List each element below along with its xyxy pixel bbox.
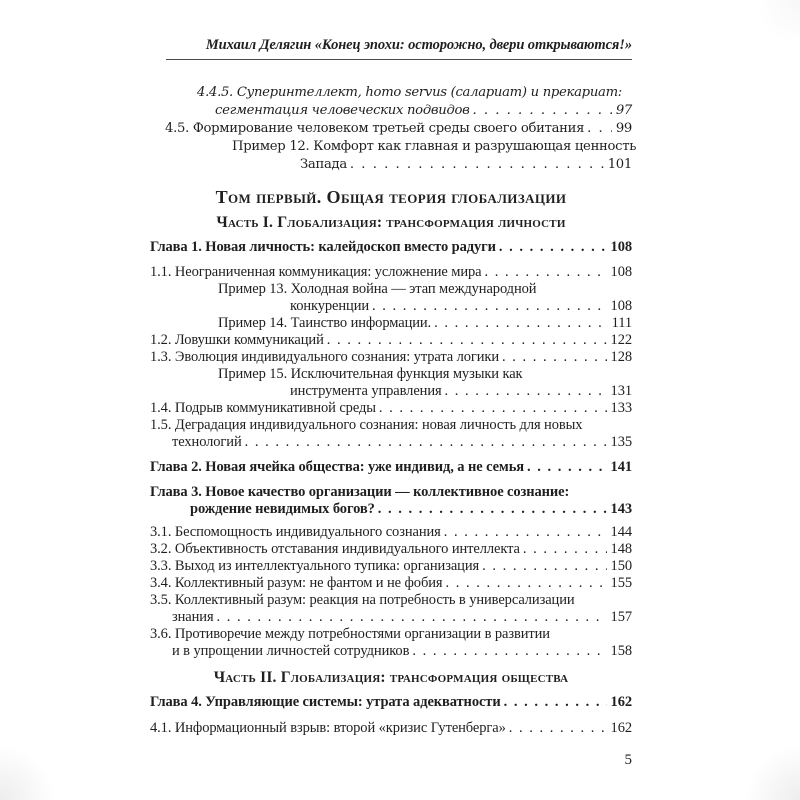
toc-entry [150, 575, 632, 592]
toc-entry-text: конкуренции [290, 298, 370, 314]
page-ref: 108 [610, 264, 632, 280]
toc-entry-text: Пример 15. Исключительная функция музыки как [218, 366, 523, 382]
page-ref: 162 [610, 720, 632, 736]
toc-entry [150, 84, 632, 102]
toc-entry-text: Глава 2. Новая ячейка общества: уже индивид, а не семья [150, 459, 525, 475]
dot-leader [479, 558, 606, 575]
book-page-content [150, 36, 637, 737]
page-ref: 162 [610, 694, 632, 710]
dot-leader [375, 501, 607, 518]
page-ref: 99 [615, 121, 632, 136]
toc-entry-text: 1.1. Неограниченная коммуникация: усложнение мира [150, 264, 482, 280]
dot-leader [501, 694, 607, 711]
dot-leader [470, 102, 612, 120]
toc-entry [150, 501, 632, 518]
toc-entry [150, 592, 632, 609]
toc-entry [150, 694, 632, 711]
toc-entry [150, 315, 632, 332]
running-head: Михаил Делягин «Конец эпохи: осторожно, двери открываются!» [166, 36, 632, 60]
toc-entry [150, 239, 632, 256]
page-ref: 143 [610, 501, 632, 517]
page-ref: 158 [610, 643, 632, 659]
page-ref: 108 [610, 239, 632, 255]
toc-entry-text: 3.3. Выход из интеллектуального тупика: организация [150, 558, 480, 574]
toc-entry [150, 484, 632, 501]
toc-entry-text: инструмента управления [290, 383, 442, 399]
part2-heading: Часть II. Глобализация: трансформация общества [213, 669, 569, 686]
dot-leader [441, 524, 607, 541]
page-ref: 148 [610, 541, 632, 557]
dot-leader [524, 459, 607, 476]
toc-entry [150, 434, 632, 451]
toc-entry [150, 524, 632, 541]
toc-entry [150, 720, 632, 737]
page-ref: 128 [610, 349, 632, 365]
page-ref: 135 [610, 434, 632, 450]
toc-part2-section [150, 694, 632, 737]
dot-leader [499, 349, 607, 366]
dot-leader [431, 315, 608, 332]
toc-entry-text: и в упрощении личностей сотрудников [172, 643, 410, 659]
page-ref: 150 [610, 558, 632, 574]
dot-leader [324, 332, 607, 349]
toc-entry-text: 3.6. Противоречие между потребностями организации в развитии [150, 626, 550, 642]
page-ref: 131 [610, 383, 632, 399]
dot-leader [369, 298, 607, 315]
toc-entry [150, 541, 632, 558]
toc-entry [150, 332, 632, 349]
toc-entry-text: технологий [172, 434, 242, 450]
toc-entry-text: Пример 12. Комфорт как главная и разрушающая ценность [232, 139, 637, 154]
toc-entry [150, 156, 632, 174]
toc-entry [150, 366, 632, 383]
toc-entry [150, 558, 632, 575]
dot-leader [409, 643, 606, 660]
page-ref: 108 [610, 298, 632, 314]
toc-entry-text: 1.5. Деградация индивидуального сознания: новая личность для новых [150, 417, 583, 433]
toc-intro-section [150, 84, 637, 174]
toc-entry [150, 417, 632, 434]
toc-entry-text: 3.4. Коллективный разум: не фантом и не фобия [150, 575, 443, 591]
toc-entry-text: 1.3. Эволюция индивидуального сознания: утрата логики [150, 349, 500, 365]
toc-entry [150, 120, 632, 138]
page-ref: 141 [610, 459, 632, 475]
dot-leader [347, 156, 604, 174]
toc-entry [150, 383, 632, 400]
toc-entry-text: 1.4. Подрыв коммуникативной среды [150, 400, 376, 416]
dot-leader [520, 541, 607, 558]
part1-heading: Часть I. Глобализация: трансформация личности [216, 214, 566, 231]
page-ref: 111 [611, 315, 632, 331]
toc-entry-text: Глава 4. Управляющие системы: утрата адекватности [150, 694, 501, 710]
toc-entry-text: рождение невидимых богов? [190, 501, 375, 517]
toc-entry [150, 626, 632, 643]
page-ref: 157 [610, 609, 632, 625]
toc-entry [150, 264, 632, 281]
page-ref: 155 [610, 575, 632, 591]
toc-entry [150, 298, 632, 315]
toc-entry-text: 4.1. Информационный взрыв: второй «кризис Гутенберга» [150, 720, 506, 736]
toc-entry [150, 138, 637, 156]
toc-entry-text: 3.1. Беспомощность индивидуального сознания [150, 524, 441, 540]
toc-entry-text: 4.4.5. Суперинтеллект, homo servus (салариат) и прекариат: [197, 85, 622, 100]
dot-leader [496, 239, 607, 256]
toc-entry [150, 459, 632, 476]
toc-entry [150, 281, 632, 298]
toc-entry-text: Пример 14. Таинство информации. [218, 315, 432, 331]
page-ref: 133 [610, 400, 632, 416]
toc-entry-text: Запада [300, 157, 347, 172]
toc-entry [150, 349, 632, 366]
toc-entry-text: 3.5. Коллективный разум: реакция на потребность в универсализации [150, 592, 575, 608]
dot-leader [242, 434, 607, 451]
toc-entry-text: Пример 13. Холодная война — этап международной [218, 281, 537, 297]
dot-leader [442, 575, 606, 592]
toc-part1-section [150, 239, 632, 660]
toc-entry-text: 3.2. Объективность отставания индивидуального интеллекта [150, 541, 520, 557]
toc-entry [150, 400, 632, 417]
toc-entry-text: 4.5. Формирование человеком третьей среды своего обитания [165, 121, 585, 136]
page-ref: 101 [607, 157, 632, 172]
toc-entry-text: Глава 3. Новое качество организации — коллективное сознание: [150, 484, 570, 500]
page-ref: 97 [615, 103, 632, 118]
volume-heading: Том первый. Общая теория глобализации [215, 187, 567, 207]
dot-leader [482, 264, 607, 281]
dot-leader [442, 383, 607, 400]
toc-entry [150, 609, 632, 626]
toc-entry [150, 102, 632, 120]
folio-page-number: 5 [624, 752, 632, 768]
toc-entry-text: знания [172, 609, 214, 625]
dot-leader [506, 720, 607, 737]
toc-entry [150, 643, 632, 660]
page-ref: 122 [610, 332, 632, 348]
dot-leader [376, 400, 607, 417]
page-ref: 144 [610, 524, 632, 540]
toc-entry-text: сегментация человеческих подвидов [215, 103, 470, 118]
toc-entry-text: Глава 1. Новая личность: калейдоскоп вместо радуги [150, 239, 496, 255]
dot-leader [214, 609, 607, 626]
dot-leader [584, 120, 612, 138]
toc-entry-text: 1.2. Ловушки коммуникаций [150, 332, 324, 348]
